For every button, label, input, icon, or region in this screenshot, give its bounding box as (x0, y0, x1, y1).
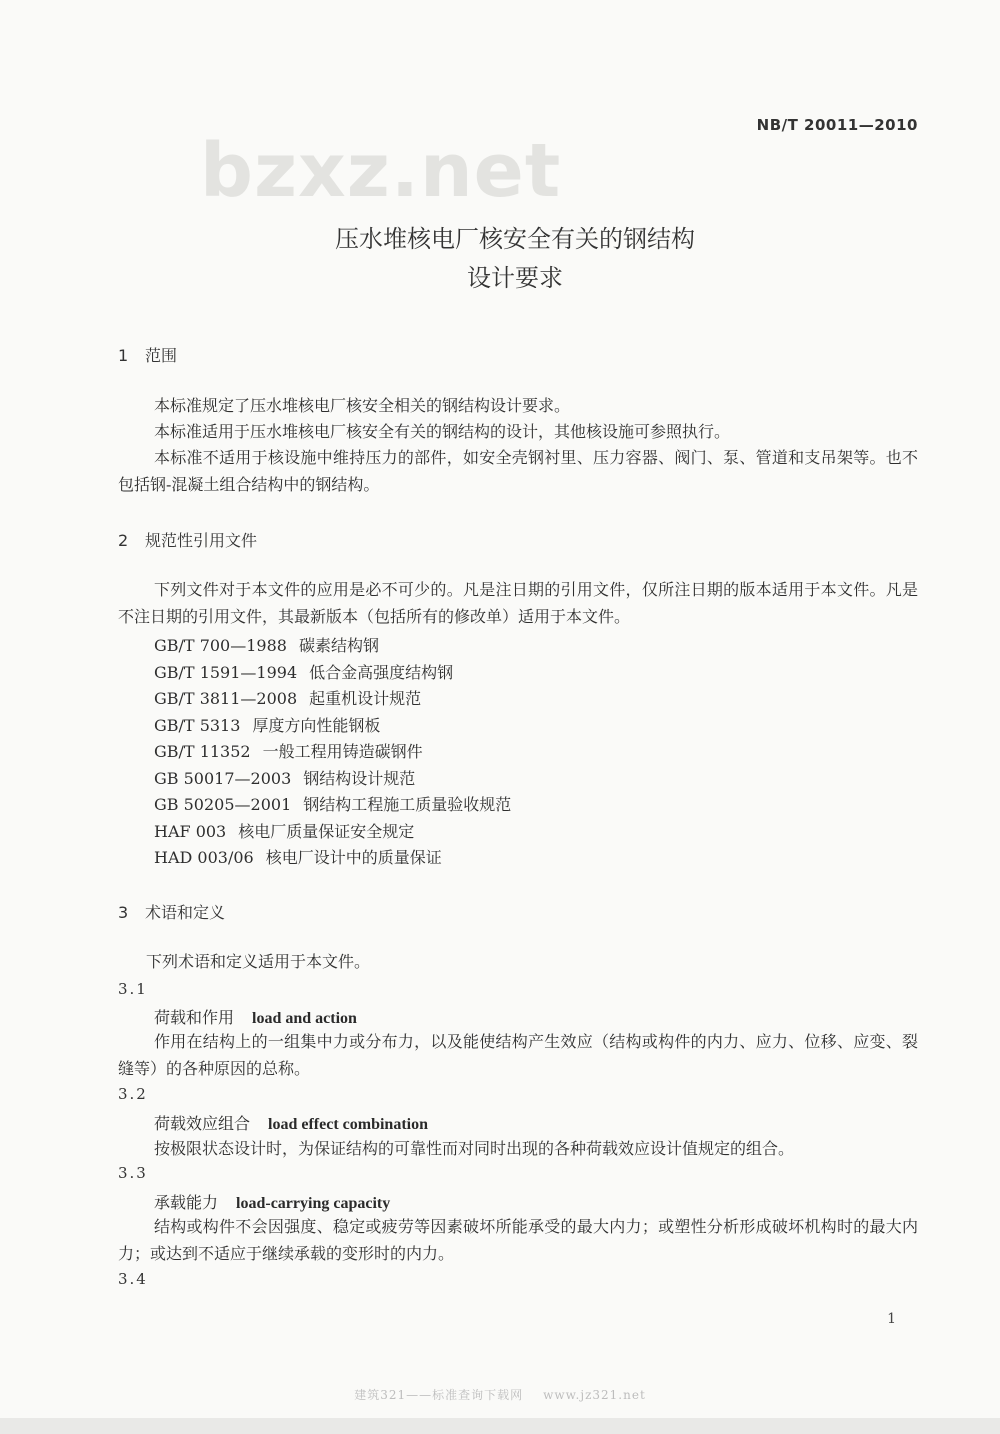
reference-item (154, 739, 423, 762)
term-heading (154, 1005, 357, 1028)
section-3-heading (118, 900, 225, 923)
reference-code: HAF 003 (154, 822, 227, 841)
section-intro: 下列术语和定义适用于本文件。 (146, 952, 371, 971)
section-number: 1 (118, 346, 129, 365)
reference-title: 厚度方向性能钢板 (252, 716, 381, 735)
reference-item (154, 766, 415, 789)
term-english: load-carrying capacity (236, 1195, 391, 1212)
reference-code: GB/T 3811—2008 (154, 689, 298, 708)
reference-code: GB/T 5313 (154, 716, 241, 735)
reference-item (154, 819, 414, 842)
reference-item (154, 686, 421, 709)
clause-number: 3.1 (118, 980, 148, 998)
section-title: 术语和定义 (145, 903, 226, 922)
standard-code: NB/T 20011—2010 (756, 116, 918, 134)
section-1-heading (118, 343, 177, 366)
section-2-heading (118, 528, 257, 551)
reference-title: 一般工程用铸造碳钢件 (262, 742, 423, 761)
section-number: 2 (118, 531, 129, 550)
reference-code: GB 50205—2001 (154, 795, 292, 814)
reference-code: GB/T 1591—1994 (154, 663, 298, 682)
reference-title: 核电厂质量保证安全规定 (238, 822, 415, 841)
clause-number: 3.4 (118, 1270, 148, 1288)
document-title-line2: 设计要求 (467, 264, 563, 292)
reference-item (154, 660, 453, 683)
reference-code: GB/T 700—1988 (154, 636, 287, 655)
reference-item (154, 713, 380, 736)
term-heading (154, 1190, 390, 1213)
term-english: load and action (252, 1010, 357, 1027)
watermark: bzxz.net (200, 128, 562, 214)
reference-title: 起重机设计规范 (309, 689, 422, 708)
term-definition: 作用在结构上的一组集中力或分布力，以及能使结构产生效应（结构或构件的内力、应力、位移、应变、裂缝等）的各种原因的总称。 (118, 1032, 918, 1078)
reference-code: GB/T 11352 (154, 742, 251, 761)
paragraph: 本标准适用于压水堆核电厂核安全有关的钢结构的设计，其他核设施可参照执行。 (154, 422, 731, 441)
reference-title: 钢结构工程施工质量验收规范 (303, 795, 512, 814)
footer (0, 1386, 1000, 1403)
clause-number: 3.3 (118, 1164, 148, 1182)
term-chinese: 承载能力 (154, 1193, 219, 1212)
reference-title: 低合金高强度结构钢 (309, 663, 454, 682)
document-title-line1: 压水堆核电厂核安全有关的钢结构 (335, 225, 695, 253)
footer-url: www.jz321.net (543, 1388, 646, 1402)
term-definition: 结构或构件不会因强度、稳定或疲劳等因素破坏所能承受的最大内力；或塑性分析形成破坏机构时的最大内力；或达到不适应于继续承载的变形时的内力。 (118, 1217, 918, 1263)
paragraph: 下列文件对于本文件的应用是必不可少的。凡是注日期的引用文件，仅所注日期的版本适用于本文件。凡是不注日期的引用文件，其最新版本（包括所有的修改单）适用于本文件。 (118, 580, 918, 626)
term-chinese: 荷载效应组合 (154, 1114, 251, 1133)
page-bottom-edge (0, 1418, 1000, 1434)
term-english: load effect combination (268, 1116, 428, 1133)
reference-title: 碳素结构钢 (298, 636, 379, 655)
paragraph: 本标准不适用于核设施中维持压力的部件，如安全壳钢衬里、压力容器、阀门、泵、管道和支吊架等。也不包括钢-混凝土组合结构中的钢结构。 (118, 448, 918, 494)
section-number: 3 (118, 903, 129, 922)
reference-code: GB 50017—2003 (154, 769, 292, 788)
reference-item (154, 792, 511, 815)
reference-title: 钢结构设计规范 (303, 769, 416, 788)
section-title: 范围 (145, 346, 178, 365)
reference-item (154, 845, 442, 868)
clause-number: 3.2 (118, 1085, 148, 1103)
paragraph: 本标准规定了压水堆核电厂核安全相关的钢结构设计要求。 (154, 396, 571, 415)
reference-title: 核电厂设计中的质量保证 (265, 848, 442, 867)
reference-code: HAD 003/06 (154, 848, 254, 867)
footer-site: 建筑321——标准查询下载网 (354, 1388, 524, 1402)
term-chinese: 荷载和作用 (154, 1008, 235, 1027)
term-heading (154, 1111, 428, 1134)
reference-item (154, 633, 379, 656)
term-definition: 按极限状态设计时，为保证结构的可靠性而对同时出现的各种荷载效应设计值规定的组合。 (154, 1139, 795, 1158)
section-title: 规范性引用文件 (145, 531, 258, 550)
page-number: 1 (887, 1311, 896, 1327)
